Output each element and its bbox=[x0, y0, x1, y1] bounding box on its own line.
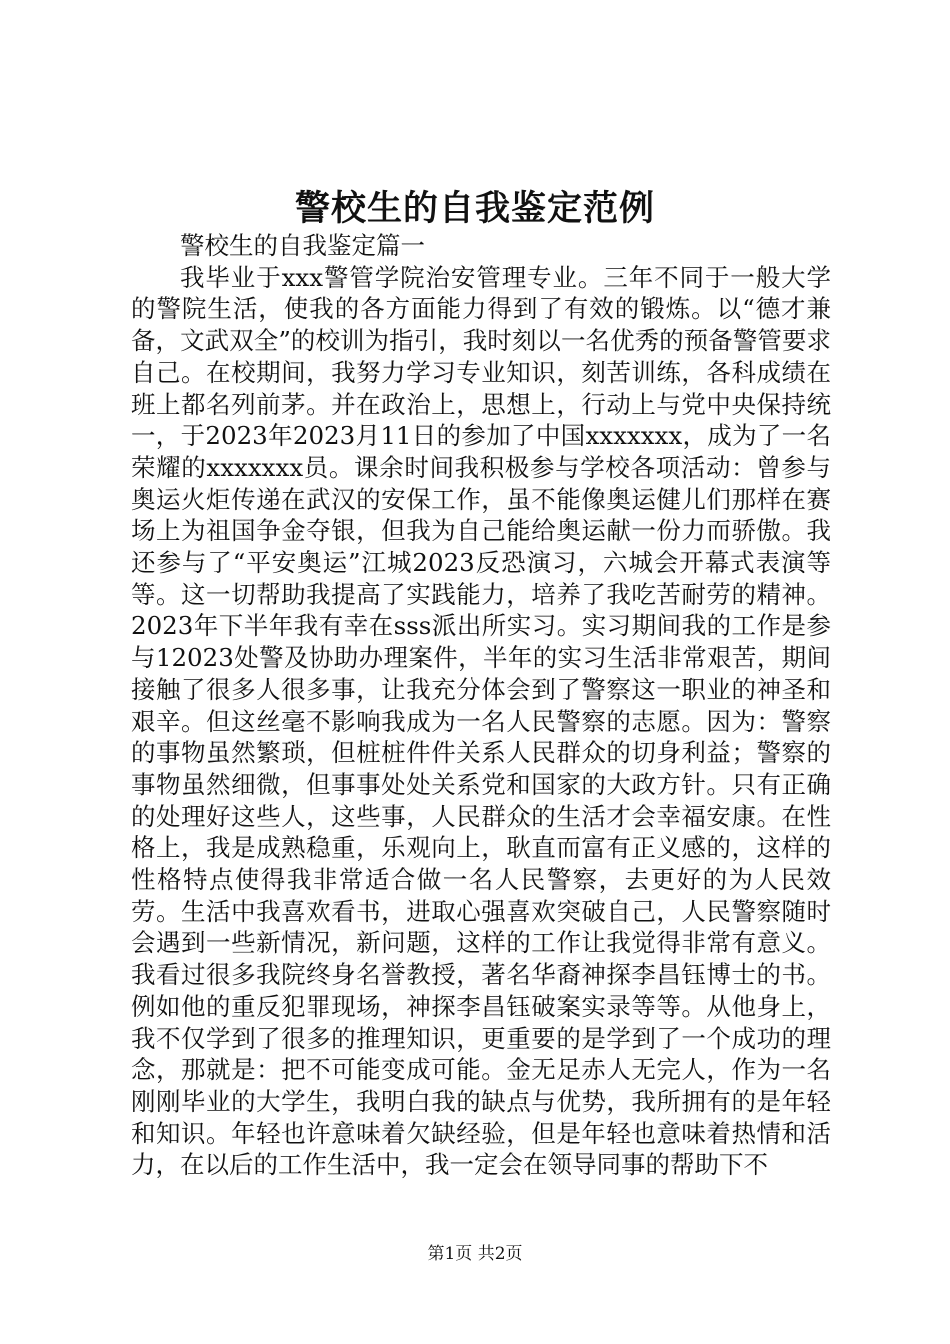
section-heading: 警校生的自我鉴定篇一 bbox=[180, 231, 425, 260]
body-paragraph: 我毕业于xxx警管学院治安管理专业。三年不同于一般大学的警院生活，使我的各方面能力得到了有效的锻炼。以“德才兼备，文武双全”的校训为指引，我时刻以一名优秀的预备警管要求自己。在校期间，我努力学习专业知识，刻苦训练，各科成绩在班上都名列前茅。并在政治上，思想上，行动上与党中央保持统一，于2023年2023月11日的参加了中国xxxxxxx，成为了一名荣耀的xxxxxxx员。课余时间我积极参与学校各项活动：曾参与奥运火炬传递在武汉的安保工作，虽不能像奥运健儿们那样在赛场上为祖国争金夺银，但我为自己能给奥运献一份力而骄傲。我还参与了“平安奥运”江城2023反恐演习，六城会开幕式表演等等。这一切帮助我提高了实践能力，培养了我吃苦耐劳的精神。2023年下半年我有幸在sss派出所实习。实习期间我的工作是参与12023处警及协助办理案件，半年的实习生活非常艰苦，期间接触了很多人很多事，让我充分体会到了警察这一职业的神圣和艰辛。但这丝毫不影响我成为一名人民警察的志愿。因为：警察的事物虽然繁琐，但桩桩件件关系人民群众的切身利益；警察的事物虽然细微，但事事处处关系党和国家的大政方针。只有正确的处理好这些人，这些事，人民群众的生活才会幸福安康。在性格上，我是成熟稳重，乐观向上，耿直而富有正义感的，这样的性格特点使得我非常适合做一名人民警察，去更好的为人民效劳。生活中我喜欢看书，进取心强喜欢突破自己，人民警察随时会遇到一些新情况，新问题，这样的工作让我觉得非常有意义。我看过很多我院终身名誉教授，著名华裔神探李昌钰博士的书。例如他的重反犯罪现场，神探李昌钰破案实录等等。从他身上，我不仅学到了很多的推理知识，更重要的是学到了一个成功的理念，那就是：把不可能变成可能。金无足赤人无完人，作为一名刚刚毕业的大学生，我明白我的缺点与优势，我所拥有的是年轻和知识。年轻也许意味着欠缺经验，但是年轻也意味着热情和活力，在以后的工作生活中，我一定会在领导同事的帮助下不 bbox=[131, 262, 831, 1180]
page-footer: 第1页 共2页 bbox=[427, 1244, 523, 1264]
document-body bbox=[131, 230, 831, 1181]
document-title: 警校生的自我鉴定范例 bbox=[294, 188, 655, 229]
